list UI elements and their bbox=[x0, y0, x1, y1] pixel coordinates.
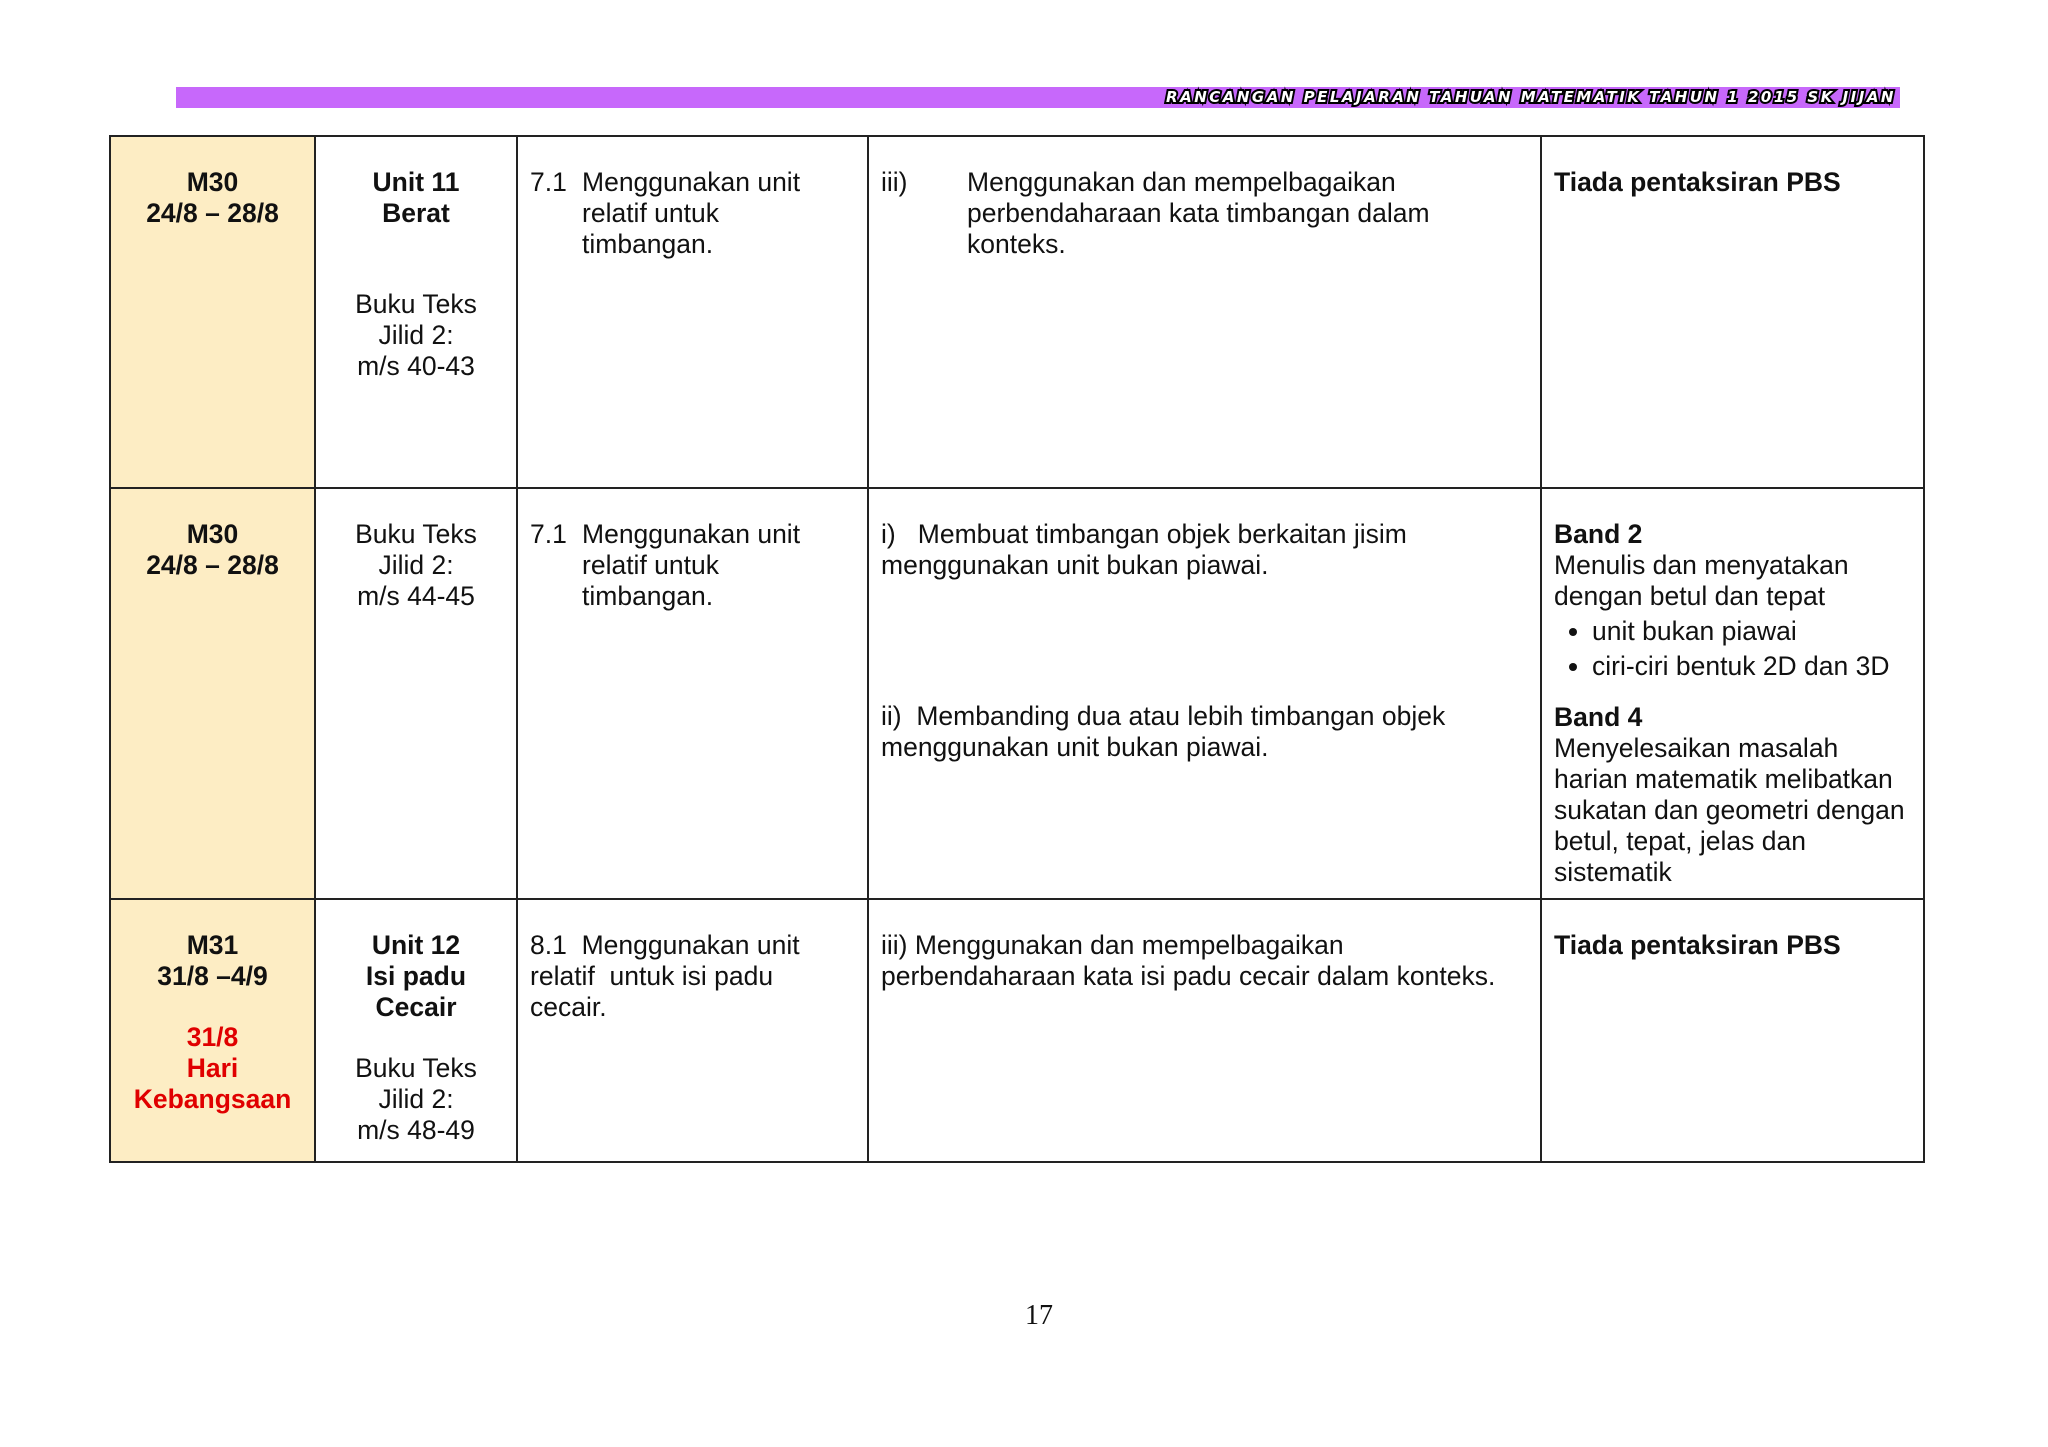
skill-cell bbox=[868, 136, 1541, 488]
skill-cell bbox=[868, 488, 1541, 899]
week-label: M31 bbox=[186, 930, 239, 960]
unit-subtitle: Isi padu bbox=[365, 961, 467, 991]
unit-subtitle: Berat bbox=[382, 198, 450, 228]
header-bar bbox=[176, 87, 1900, 108]
spacer bbox=[328, 229, 504, 289]
book-line: m/s 48-49 bbox=[357, 1115, 475, 1145]
list-item: • unit bukan piawai bbox=[1592, 616, 1911, 647]
skill-text: Menggunakan dan mempelbagaikan perbendaharaan kata timbangan dalam konteks. bbox=[967, 167, 1430, 259]
holiday-name: Hari bbox=[186, 1053, 239, 1083]
unit-title: Unit 11 bbox=[372, 167, 460, 197]
skill-text: iii) Menggunakan dan mempelbagaikan perbendaharaan kata isi padu cecair dalam konteks. bbox=[881, 930, 1496, 991]
band-title: Band 2 bbox=[1554, 519, 1643, 549]
page-number: 17 bbox=[1025, 1300, 1053, 1331]
standard-cell bbox=[517, 136, 868, 488]
week-cell bbox=[110, 136, 315, 488]
week-label: M30 bbox=[186, 519, 239, 549]
assessment-cell bbox=[1541, 488, 1924, 899]
week-dates: 24/8 – 28/8 bbox=[146, 198, 279, 228]
week-cell bbox=[110, 488, 315, 899]
book-line: Jilid 2: bbox=[378, 550, 454, 580]
header-title: RANCANGAN PELAJARAN TAHUAN MATEMATIK TAHUN 1 2015 SK JIJAN bbox=[1166, 88, 1896, 106]
lesson-plan-table bbox=[109, 135, 1925, 1163]
book-line: m/s 40-43 bbox=[357, 351, 475, 381]
unit-cell bbox=[315, 136, 517, 488]
skill-number: iii) bbox=[881, 167, 908, 197]
week-dates: 24/8 – 28/8 bbox=[146, 550, 279, 580]
list-item: • ciri-ciri bentuk 2D dan 3D bbox=[1592, 651, 1911, 682]
assessment-text: Tiada pentaksiran PBS bbox=[1554, 930, 1841, 960]
book-line: m/s 44-45 bbox=[357, 581, 475, 611]
unit-title: Unit 12 bbox=[371, 930, 461, 960]
standard-text: 8.1 Menggunakan unit relatif untuk isi padu cecair. bbox=[530, 930, 807, 1022]
book-line: Jilid 2: bbox=[378, 320, 454, 350]
book-line: Buku Teks bbox=[355, 289, 477, 319]
band-description: Menulis dan menyatakan dengan betul dan tepat bbox=[1554, 550, 1849, 611]
holiday-name: Kebangsaan bbox=[133, 1084, 292, 1114]
skill-cell bbox=[868, 899, 1541, 1162]
holiday-date: 31/8 bbox=[186, 1022, 239, 1052]
standard-cell bbox=[517, 899, 868, 1162]
table-row bbox=[110, 488, 1924, 899]
week-cell bbox=[110, 899, 315, 1162]
spacer bbox=[328, 1023, 504, 1053]
standard-number: 7.1 bbox=[530, 519, 567, 549]
band-title: Band 4 bbox=[1554, 702, 1643, 732]
unit-cell bbox=[315, 488, 517, 899]
week-dates: 31/8 –4/9 bbox=[157, 961, 268, 991]
standard-cell bbox=[517, 488, 868, 899]
skill-text: ii) Membanding dua atau lebih timbangan objek menggunakan unit bukan piawai. bbox=[881, 701, 1453, 762]
band-description: Menyelesaikan masalah harian matematik melibatkan sukatan dan geometri dengan betul, tepat, jelas dan sistematik bbox=[1554, 733, 1905, 887]
unit-cell bbox=[315, 899, 517, 1162]
book-line: Buku Teks bbox=[355, 1053, 477, 1083]
skill-text: i) Membuat timbangan objek berkaitan jisim menggunakan unit bukan piawai. bbox=[881, 519, 1415, 580]
spacer bbox=[881, 581, 1528, 701]
book-line: Buku Teks bbox=[355, 519, 477, 549]
standard-text: Menggunakan unit relatif untuk timbangan. bbox=[582, 519, 801, 611]
standard-number: 7.1 bbox=[530, 167, 567, 197]
table-row bbox=[110, 136, 1924, 488]
assessment-cell bbox=[1541, 136, 1924, 488]
assessment-cell bbox=[1541, 899, 1924, 1162]
band-bullets bbox=[1554, 616, 1911, 682]
book-line: Jilid 2: bbox=[378, 1084, 454, 1114]
assessment-text: Tiada pentaksiran PBS bbox=[1554, 167, 1841, 197]
unit-subtitle: Cecair bbox=[375, 992, 457, 1022]
standard-text: Menggunakan unit relatif untuk timbangan. bbox=[582, 167, 801, 259]
week-label: M30 bbox=[186, 167, 239, 197]
table-row bbox=[110, 899, 1924, 1162]
